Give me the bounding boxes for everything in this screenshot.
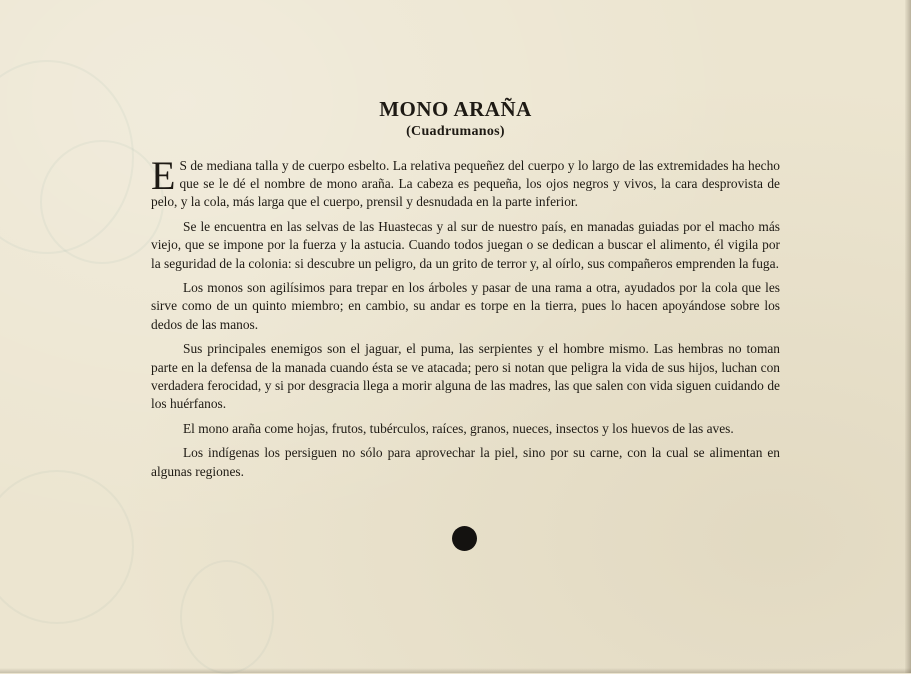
paragraph-text: S de mediana talla y de cuerpo esbelto. La relativa pequeñez del cuerpo y lo largo de las extremidades ha hecho que se le dé el nombre de mono araña. La cabeza es pequeña, los ojos negros y vivos, la cara desprovista de pelo, y la cola, más larga que el cuerpo, prensil y desnudada en la parte inferior. (151, 158, 780, 210)
paragraph-5: El mono araña come hojas, frutos, tubérculos, raíces, granos, nueces, insectos y los huevos de las aves. (183, 420, 734, 436)
page-title: MONO ARAÑA (379, 97, 532, 121)
show-through-shape (40, 140, 164, 264)
article-body (151, 153, 780, 487)
filled-circle-ornament-icon (452, 526, 477, 551)
show-through-shape (0, 470, 134, 624)
paragraph-6: Los indígenas los persiguen no sólo para aprovechar la piel, sino por su carne, con la cual se alimentan en algunas regiones. (151, 445, 780, 479)
drop-cap-initial: E (151, 153, 176, 198)
page-subtitle: (Cuadrumanos) (406, 124, 505, 139)
paragraph-3: Los monos son agilísimos para trepar en los árboles y pasar de una rama a otra, ayudados por la cola que les sirve como de un quinto miembro; en cambio, su andar es torpe en la tierra, pues lo hacen apoyándose sobre los dedos de las manos. (151, 280, 780, 332)
paragraph-2: Se le encuentra en las selvas de las Huastecas y al sur de nuestro país, en manadas guiadas por el macho más viejo, que se impone por la fuerza y la astucia. Cuando todos juegan o se dedican a buscar el alimento, él vigila por la seguridad de la colonia: si descubre un peligro, da un grito de terror y, al oírlo, sus compañeros emprenden la fuga. (151, 219, 780, 271)
page-bottom-shadow (0, 668, 911, 673)
show-through-shape (180, 560, 274, 674)
paragraph-1 (151, 153, 780, 212)
paragraph-4: Sus principales enemigos son el jaguar, el puma, las serpientes y el hombre mismo. Las hembras no toman parte en la defensa de la manada cuando ésta se ve atacada; pero si notan que peligra la vida de sus hijos, luchan con verdadera ferocidad, y si por desgracia llega a morir alguna de las madres, las que salen con vida siguen cuidando de los huérfanos. (151, 341, 780, 411)
